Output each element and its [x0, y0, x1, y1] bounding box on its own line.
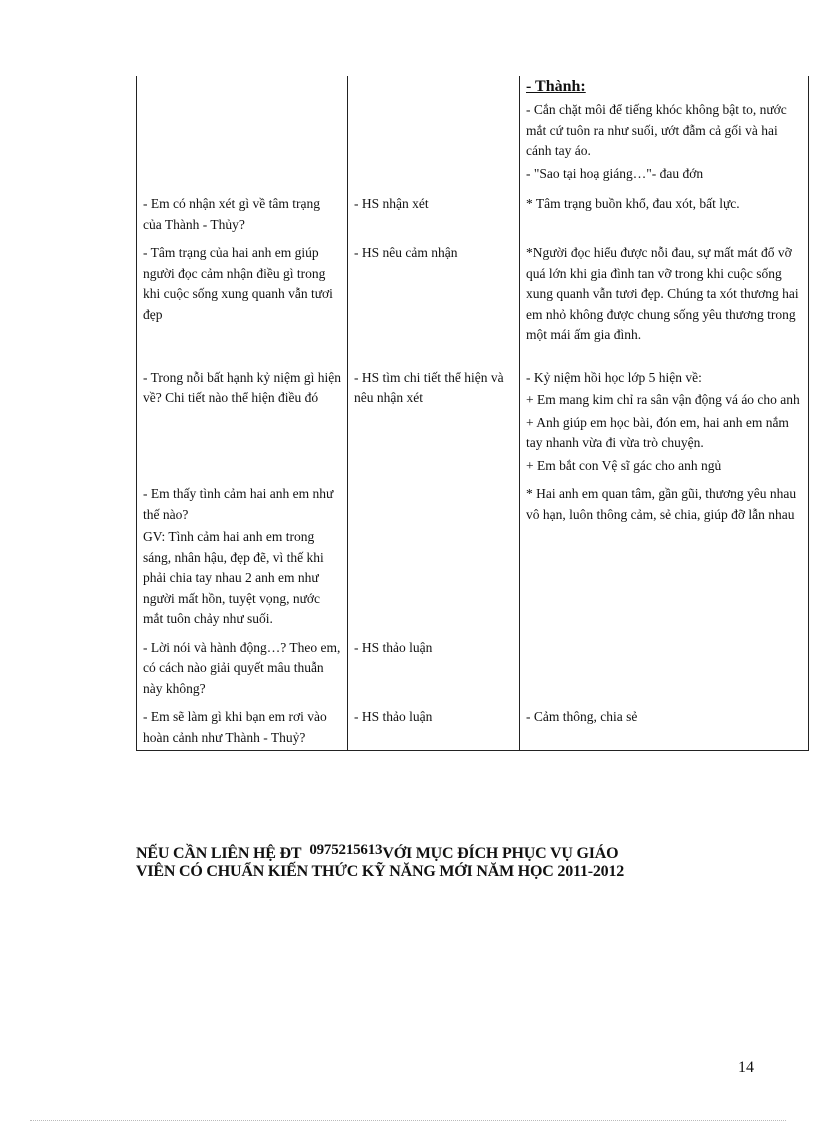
footer-line-2: VIÊN CÓ CHUẨN KIẾN THỨC KỸ NĂNG MỚI NĂM HỌC 2011-2012: [136, 863, 625, 880]
footer-phone: 0975215613: [309, 842, 383, 858]
cell-paragraph: - HS thảo luận: [354, 709, 433, 724]
cell-paragraph: - Trong nỗi bất hạnh kỷ niệm gì hiện về? Chi tiết nào thể hiện điều đó: [143, 369, 341, 405]
cell-paragraph: - Cắn chặt môi để tiếng khóc không bật to, nước mắt cứ tuôn ra như suối, ướt đẫm cả gối và hai cánh tay áo.: [526, 102, 787, 158]
teacher-activity-cell: [137, 186, 348, 237]
bottom-divider: [30, 1120, 786, 1121]
table-row: [137, 478, 809, 632]
cell-paragraph: * Tâm trạng buồn khổ, đau xót, bất lực.: [526, 196, 740, 211]
student-activity-cell: [348, 76, 520, 186]
teacher-activity-cell: [137, 76, 348, 186]
cell-paragraph: - Em có nhận xét gì về tâm trạng của Thành - Thủy?: [143, 196, 320, 232]
cell-paragraph: - HS nêu cảm nhận: [354, 245, 458, 260]
student-activity-cell: [348, 186, 520, 237]
lesson-content-cell: [520, 478, 809, 632]
cell-paragraph: + Anh giúp em học bài, đón em, hai anh em nắm tay nhanh vừa đi vừa trò chuyện.: [526, 414, 789, 450]
table-row: [137, 76, 809, 186]
lesson-content-cell: [520, 632, 809, 702]
student-activity-cell: [348, 360, 520, 479]
cell-paragraph: + Em bắt con Vệ sĩ gác cho anh ngủ: [526, 457, 722, 473]
cell-paragraph: - HS tìm chi tiết thể hiện và nêu nhận xét: [354, 369, 504, 405]
cell-paragraph: - HS thảo luận: [354, 639, 433, 655]
teacher-activity-cell: [137, 360, 348, 479]
table-row: [137, 360, 809, 479]
footer-contact-note: [136, 842, 776, 880]
student-activity-cell: [348, 701, 520, 751]
cell-paragraph: *Người đọc hiểu được nỗi đau, sự mất mát đổ vỡ quá lớn khi gia đình tan vỡ trong khi cuộc sống xung quanh vẫn tươi đẹp. Chúng ta xót thương hai em nhỏ không được chung sống yêu thương trong một mái ấm gia đình.: [526, 245, 799, 342]
student-activity-cell: [348, 237, 520, 360]
student-activity-cell: [348, 478, 520, 632]
lesson-content-cell: [520, 186, 809, 237]
footer-line-1: [136, 842, 776, 863]
lesson-table-body: [137, 76, 809, 751]
lesson-content-cell: [520, 237, 809, 360]
student-activity-cell: [348, 632, 520, 702]
lesson-table: [136, 76, 809, 751]
footer-text-a: NẾU CẦN LIÊN HỆ ĐT: [136, 845, 302, 862]
cell-paragraph: - Em thấy tình cảm hai anh em như thế nào?: [143, 486, 334, 522]
lesson-content-cell: [520, 76, 809, 186]
cell-paragraph: - Lời nói và hành động…? Theo em, có cách nào giải quyết mâu thuẫn này không?: [143, 639, 341, 696]
teacher-activity-cell: [137, 237, 348, 360]
teacher-activity-cell: [137, 701, 348, 751]
table-row: [137, 237, 809, 360]
cell-paragraph: - Kỷ niệm hồi học lớp 5 hiện về:: [526, 369, 702, 385]
cell-paragraph: - "Sao tại hoạ giáng…"- đau đớn: [526, 165, 704, 181]
teacher-activity-cell: [137, 632, 348, 702]
cell-paragraph: * Hai anh em quan tâm, gần gũi, thương yêu nhau vô hạn, luôn thông cảm, sẻ chia, giúp đỡ lẫn nhau: [526, 486, 797, 522]
footer-text-b: VỚI MỤC ĐÍCH PHỤC VỤ GIÁO: [382, 845, 619, 862]
cell-paragraph: - Em sẽ làm gì khi bạn em rơi vào hoàn cảnh như Thành - Thuỷ?: [143, 709, 327, 745]
teacher-activity-cell: [137, 478, 348, 632]
lesson-content-cell: [520, 360, 809, 479]
content-heading: - Thành:: [526, 78, 586, 95]
cell-paragraph: GV: Tình cảm hai anh em trong sáng, nhân hậu, đẹp đẽ, vì thế khi phải chia tay nhau 2 anh em như người mất hồn, tuyệt vọng, nước mắt tuôn chảy như suối.: [143, 529, 324, 626]
table-row: [137, 632, 809, 702]
page-number: 14: [738, 1059, 754, 1076]
table-row: [137, 186, 809, 237]
table-row: [137, 701, 809, 751]
cell-paragraph: - HS nhận xét: [354, 196, 429, 211]
cell-paragraph: - Cảm thông, chia sẻ: [526, 709, 638, 724]
cell-paragraph: - Tâm trạng của hai anh em giúp người đọc cảm nhận điều gì trong khi cuộc sống xung quanh vẫn tươi đẹp: [143, 245, 333, 322]
cell-paragraph: + Em mang kim chỉ ra sân vận động vá áo cho anh: [526, 392, 800, 407]
lesson-content-cell: [520, 701, 809, 751]
